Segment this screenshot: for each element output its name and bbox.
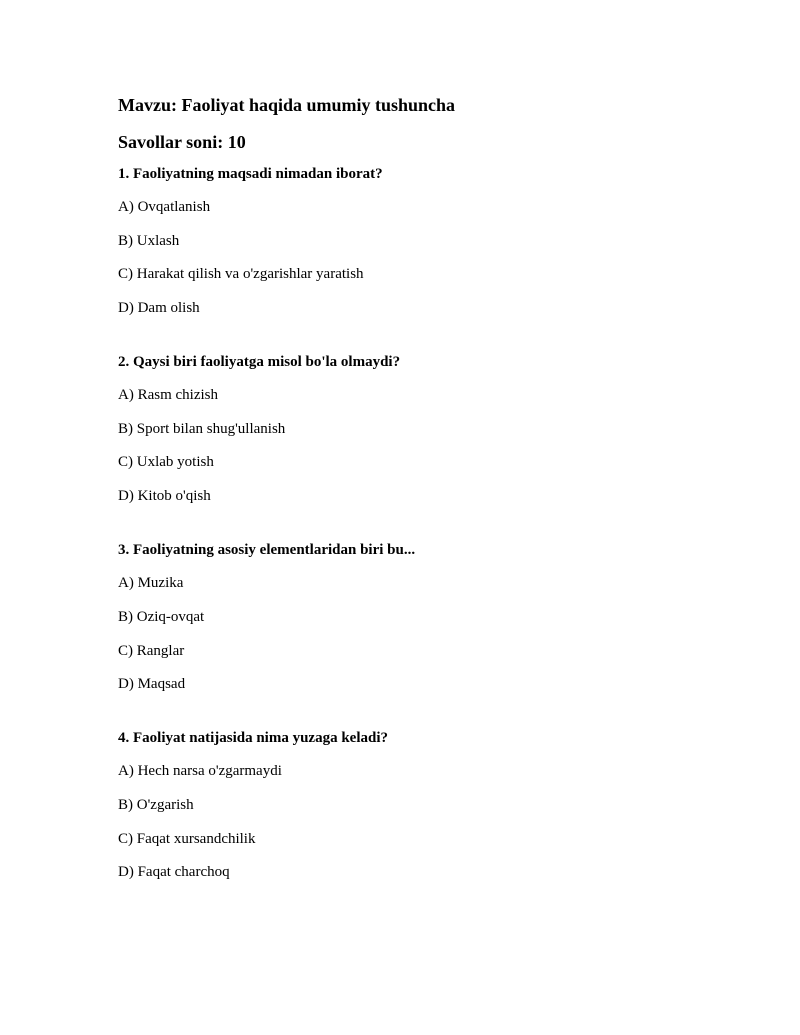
option-b: B) Oziq-ovqat (118, 608, 205, 625)
question-block (118, 164, 738, 318)
question-block (118, 728, 738, 882)
option-list (118, 761, 738, 882)
option-c: C) Faqat xursandchilik (118, 830, 256, 847)
option-d: D) Maqsad (118, 676, 186, 693)
document-page (118, 92, 738, 916)
option-d: D) Faqat charchoq (118, 864, 230, 881)
question-block (118, 352, 738, 506)
option-c: C) Ranglar (118, 642, 185, 659)
option-a: A) Ovqatlanish (118, 199, 211, 215)
question-list (118, 164, 738, 882)
question-text: 2. Qaysi biri faoliyatga misol bo'la olmaydi? (118, 354, 401, 371)
option-d: D) Kitob o'qish (118, 488, 211, 505)
question-count: Savollar soni: 10 (118, 132, 246, 152)
option-a: A) Hech narsa o'zgarmaydi (118, 763, 282, 780)
question-block (118, 540, 738, 694)
document-title: Mavzu: Faoliyat haqida umumiy tushuncha (118, 95, 456, 115)
option-list (118, 385, 738, 506)
question-text: 4. Faoliyat natijasida nima yuzaga keladi? (118, 730, 389, 747)
question-text: 3. Faoliyatning asosiy elementlaridan biri bu... (118, 542, 416, 559)
option-b: B) O'zgarish (118, 796, 194, 813)
option-list (118, 573, 738, 694)
question-text: 1. Faoliyatning maqsadi nimadan iborat? (118, 166, 383, 182)
option-a: A) Muzika (118, 575, 184, 592)
option-list (118, 197, 738, 318)
option-a: A) Rasm chizish (118, 387, 218, 404)
option-d: D) Dam olish (118, 300, 200, 317)
option-b: B) Sport bilan shug'ullanish (118, 420, 286, 437)
option-c: C) Uxlab yotish (118, 454, 214, 471)
option-b: B) Uxlash (118, 232, 180, 249)
option-c: C) Harakat qilish va o'zgarishlar yaratish (118, 266, 364, 283)
